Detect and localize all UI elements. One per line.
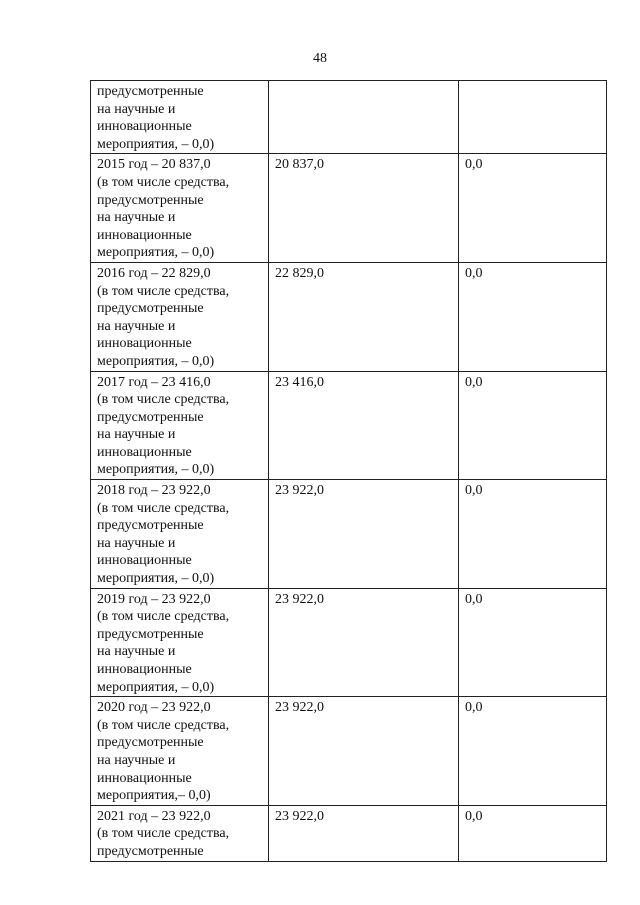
- cell-text-line: предусмотренные: [97, 626, 204, 642]
- cell-text-line: предусмотренные: [97, 843, 204, 859]
- cell-text-line: на научные и: [97, 644, 176, 660]
- cell-text-line: мероприятия, – 0,0): [97, 462, 215, 478]
- cell-text-line: инновационные: [97, 227, 192, 243]
- other-amount-cell: 0,0: [459, 805, 607, 861]
- cell-text-line: на научные и: [97, 318, 176, 334]
- cell-text-line: на научные и: [97, 535, 176, 551]
- cell-text-line: мероприятия, – 0,0): [97, 571, 215, 587]
- total-amount-cell: 23 922,0: [269, 588, 459, 697]
- cell-text-line: на научные и: [97, 210, 176, 226]
- other-amount-cell: [459, 81, 607, 154]
- table-row: [91, 154, 607, 263]
- cell-text-line: 2018 год – 23 922,0: [97, 483, 211, 499]
- cell-text-line: инновационные: [97, 553, 192, 569]
- table-row: [91, 805, 607, 861]
- table-row: [91, 588, 607, 697]
- other-amount-cell: 0,0: [459, 480, 607, 589]
- year-funding-cell: [91, 154, 269, 263]
- funding-table: [90, 80, 607, 862]
- year-funding-cell: [91, 588, 269, 697]
- other-amount-cell: 0,0: [459, 697, 607, 806]
- page-number: 48: [313, 51, 327, 66]
- cell-text-line: 2021 год – 23 922,0: [97, 808, 211, 824]
- cell-text-line: на научные и: [97, 427, 176, 443]
- cell-text-line: (в том числе средства,: [97, 500, 230, 516]
- other-amount-cell: 0,0: [459, 588, 607, 697]
- cell-text-line: предусмотренные: [97, 735, 204, 751]
- table-row: [91, 81, 607, 154]
- other-amount-cell: 0,0: [459, 154, 607, 263]
- cell-text-line: инновационные: [97, 119, 192, 135]
- cell-text-line: мероприятия,– 0,0): [97, 788, 211, 804]
- total-amount-cell: 20 837,0: [269, 154, 459, 263]
- cell-text-line: предусмотренные: [97, 301, 204, 317]
- cell-text-line: 2020 год – 23 922,0: [97, 700, 211, 716]
- cell-text-line: 2017 год – 23 416,0: [97, 374, 211, 390]
- year-funding-cell: [91, 697, 269, 806]
- cell-text-line: (в том числе средства,: [97, 609, 230, 625]
- total-amount-cell: 23 922,0: [269, 697, 459, 806]
- table-row: [91, 480, 607, 589]
- total-amount-cell: 22 829,0: [269, 262, 459, 371]
- cell-text-line: предусмотренные: [97, 192, 204, 208]
- year-funding-cell: [91, 371, 269, 480]
- cell-text-line: мероприятия, – 0,0): [97, 679, 215, 695]
- cell-text-line: инновационные: [97, 336, 192, 352]
- funding-table-body: [91, 81, 607, 862]
- cell-text-line: инновационные: [97, 444, 192, 460]
- table-row: [91, 371, 607, 480]
- cell-text-line: предусмотренные: [97, 518, 204, 534]
- other-amount-cell: 0,0: [459, 262, 607, 371]
- cell-text-line: предусмотренные: [97, 409, 204, 425]
- cell-text-line: (в том числе средства,: [97, 717, 230, 733]
- cell-text-line: 2019 год – 23 922,0: [97, 591, 211, 607]
- cell-text-line: мероприятия, – 0,0): [97, 245, 215, 261]
- total-amount-cell: 23 416,0: [269, 371, 459, 480]
- cell-text-line: (в том числе средства,: [97, 174, 230, 190]
- other-amount-cell: 0,0: [459, 371, 607, 480]
- cell-text-line: на научные и: [97, 101, 176, 117]
- year-funding-cell: [91, 262, 269, 371]
- total-amount-cell: 23 922,0: [269, 805, 459, 861]
- cell-text-line: на научные и: [97, 752, 176, 768]
- cell-text-line: инновационные: [97, 770, 192, 786]
- year-funding-cell: [91, 805, 269, 861]
- cell-text-line: (в том числе средства,: [97, 392, 230, 408]
- cell-text-line: 2016 год – 22 829,0: [97, 265, 211, 281]
- cell-text-line: инновационные: [97, 662, 192, 677]
- total-amount-cell: [269, 81, 459, 154]
- cell-text-line: (в том числе средства,: [97, 283, 230, 299]
- table-row: [91, 262, 607, 371]
- cell-text-line: мероприятия, – 0,0): [97, 136, 215, 152]
- cell-text-line: предусмотренные: [97, 84, 204, 99]
- year-funding-cell: [91, 81, 269, 154]
- year-funding-cell: [91, 480, 269, 589]
- cell-text-line: 2015 год – 20 837,0: [97, 157, 211, 173]
- cell-text-line: мероприятия, – 0,0): [97, 353, 215, 369]
- table-row: [91, 697, 607, 806]
- cell-text-line: (в том числе средства,: [97, 826, 230, 842]
- total-amount-cell: 23 922,0: [269, 480, 459, 589]
